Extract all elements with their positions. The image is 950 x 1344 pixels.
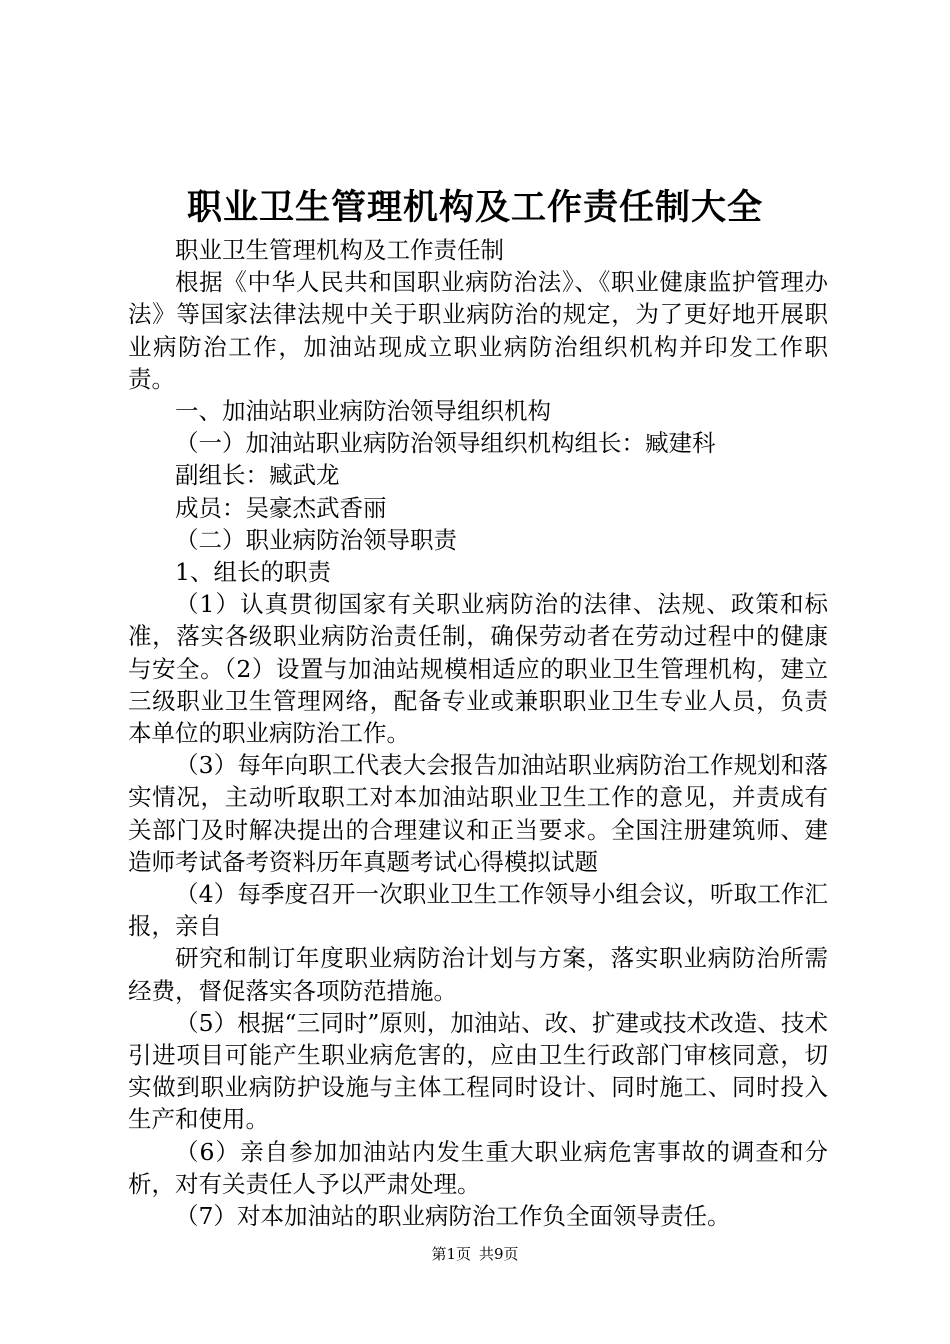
paragraph: 成员：吴豪杰武香丽	[175, 493, 387, 522]
paragraph: 职业卫生管理机构及工作责任制	[175, 236, 504, 264]
paragraph: 根据《中华人民共和国职业病防治法》、《职业健康监护管理办法》等国家法律法规中关于职业病防治的规定，为了更好地开展职业病防治工作，加油站现成立职业病防治组织机构并印发工作职责。	[128, 268, 828, 393]
page-total: 共9页	[479, 1245, 519, 1263]
paragraph: （7）对本加油站的职业病防治工作负全面领导责任。	[175, 1202, 731, 1231]
paragraph: （5）根据“三同时”原则，加油站、改、扩建或技术改造、技术引进项目可能产生职业病危害的，应由卫生行政部门审核同意，切实做到职业病防护设施与主体工程同时设计、同时施工、同时投入生产和使用。	[128, 1008, 828, 1134]
document-title: 职业卫生管理机构及工作责任制大全	[186, 188, 763, 228]
paragraph: （二）职业病防治领导职责	[175, 525, 457, 554]
paragraph: 副组长：臧武龙	[175, 461, 340, 490]
paragraph: 一、加油站职业病防治领导组织机构	[175, 397, 551, 426]
paragraph: （一）加油站职业病防治领导组织机构组长：臧建科	[175, 429, 716, 458]
paragraph: 1、组长的职责	[175, 558, 331, 587]
document-body	[128, 234, 828, 1232]
paragraph: 研究和制订年度职业病防治计划与方案，落实职业病防治所需经费，督促落实各项防范措施。	[128, 944, 828, 1005]
paragraph: （6）亲自参加加油站内发生重大职业病危害事故的调查和分析，对有关责任人予以严肃处理。	[128, 1137, 828, 1198]
page-footer	[0, 1244, 950, 1264]
paragraph: （4）每季度召开一次职业卫生工作领导小组会议，听取工作汇报，亲自	[128, 880, 828, 941]
page-number: 第1页	[431, 1245, 471, 1263]
paragraph: （1）认真贯彻国家有关职业病防治的法律、法规、政策和标准，落实各级职业病防治责任制，确保劳动者在劳动过程中的健康与安全。（2）设置与加油站规模相适应的职业卫生管理机构，建立三级职业卫生管理网络，配备专业或兼职职业卫生专业人员，负责本单位的职业病防治工作。	[128, 590, 828, 748]
paragraph: （3）每年向职工代表大会报告加油站职业病防治工作规划和落实情况，主动听取职工对本加油站职业卫生工作的意见，并责成有关部门及时解决提出的合理建议和正当要求。全国注册建筑师、建造师考试备考资料历年真题考试心得模拟试题	[128, 751, 828, 876]
